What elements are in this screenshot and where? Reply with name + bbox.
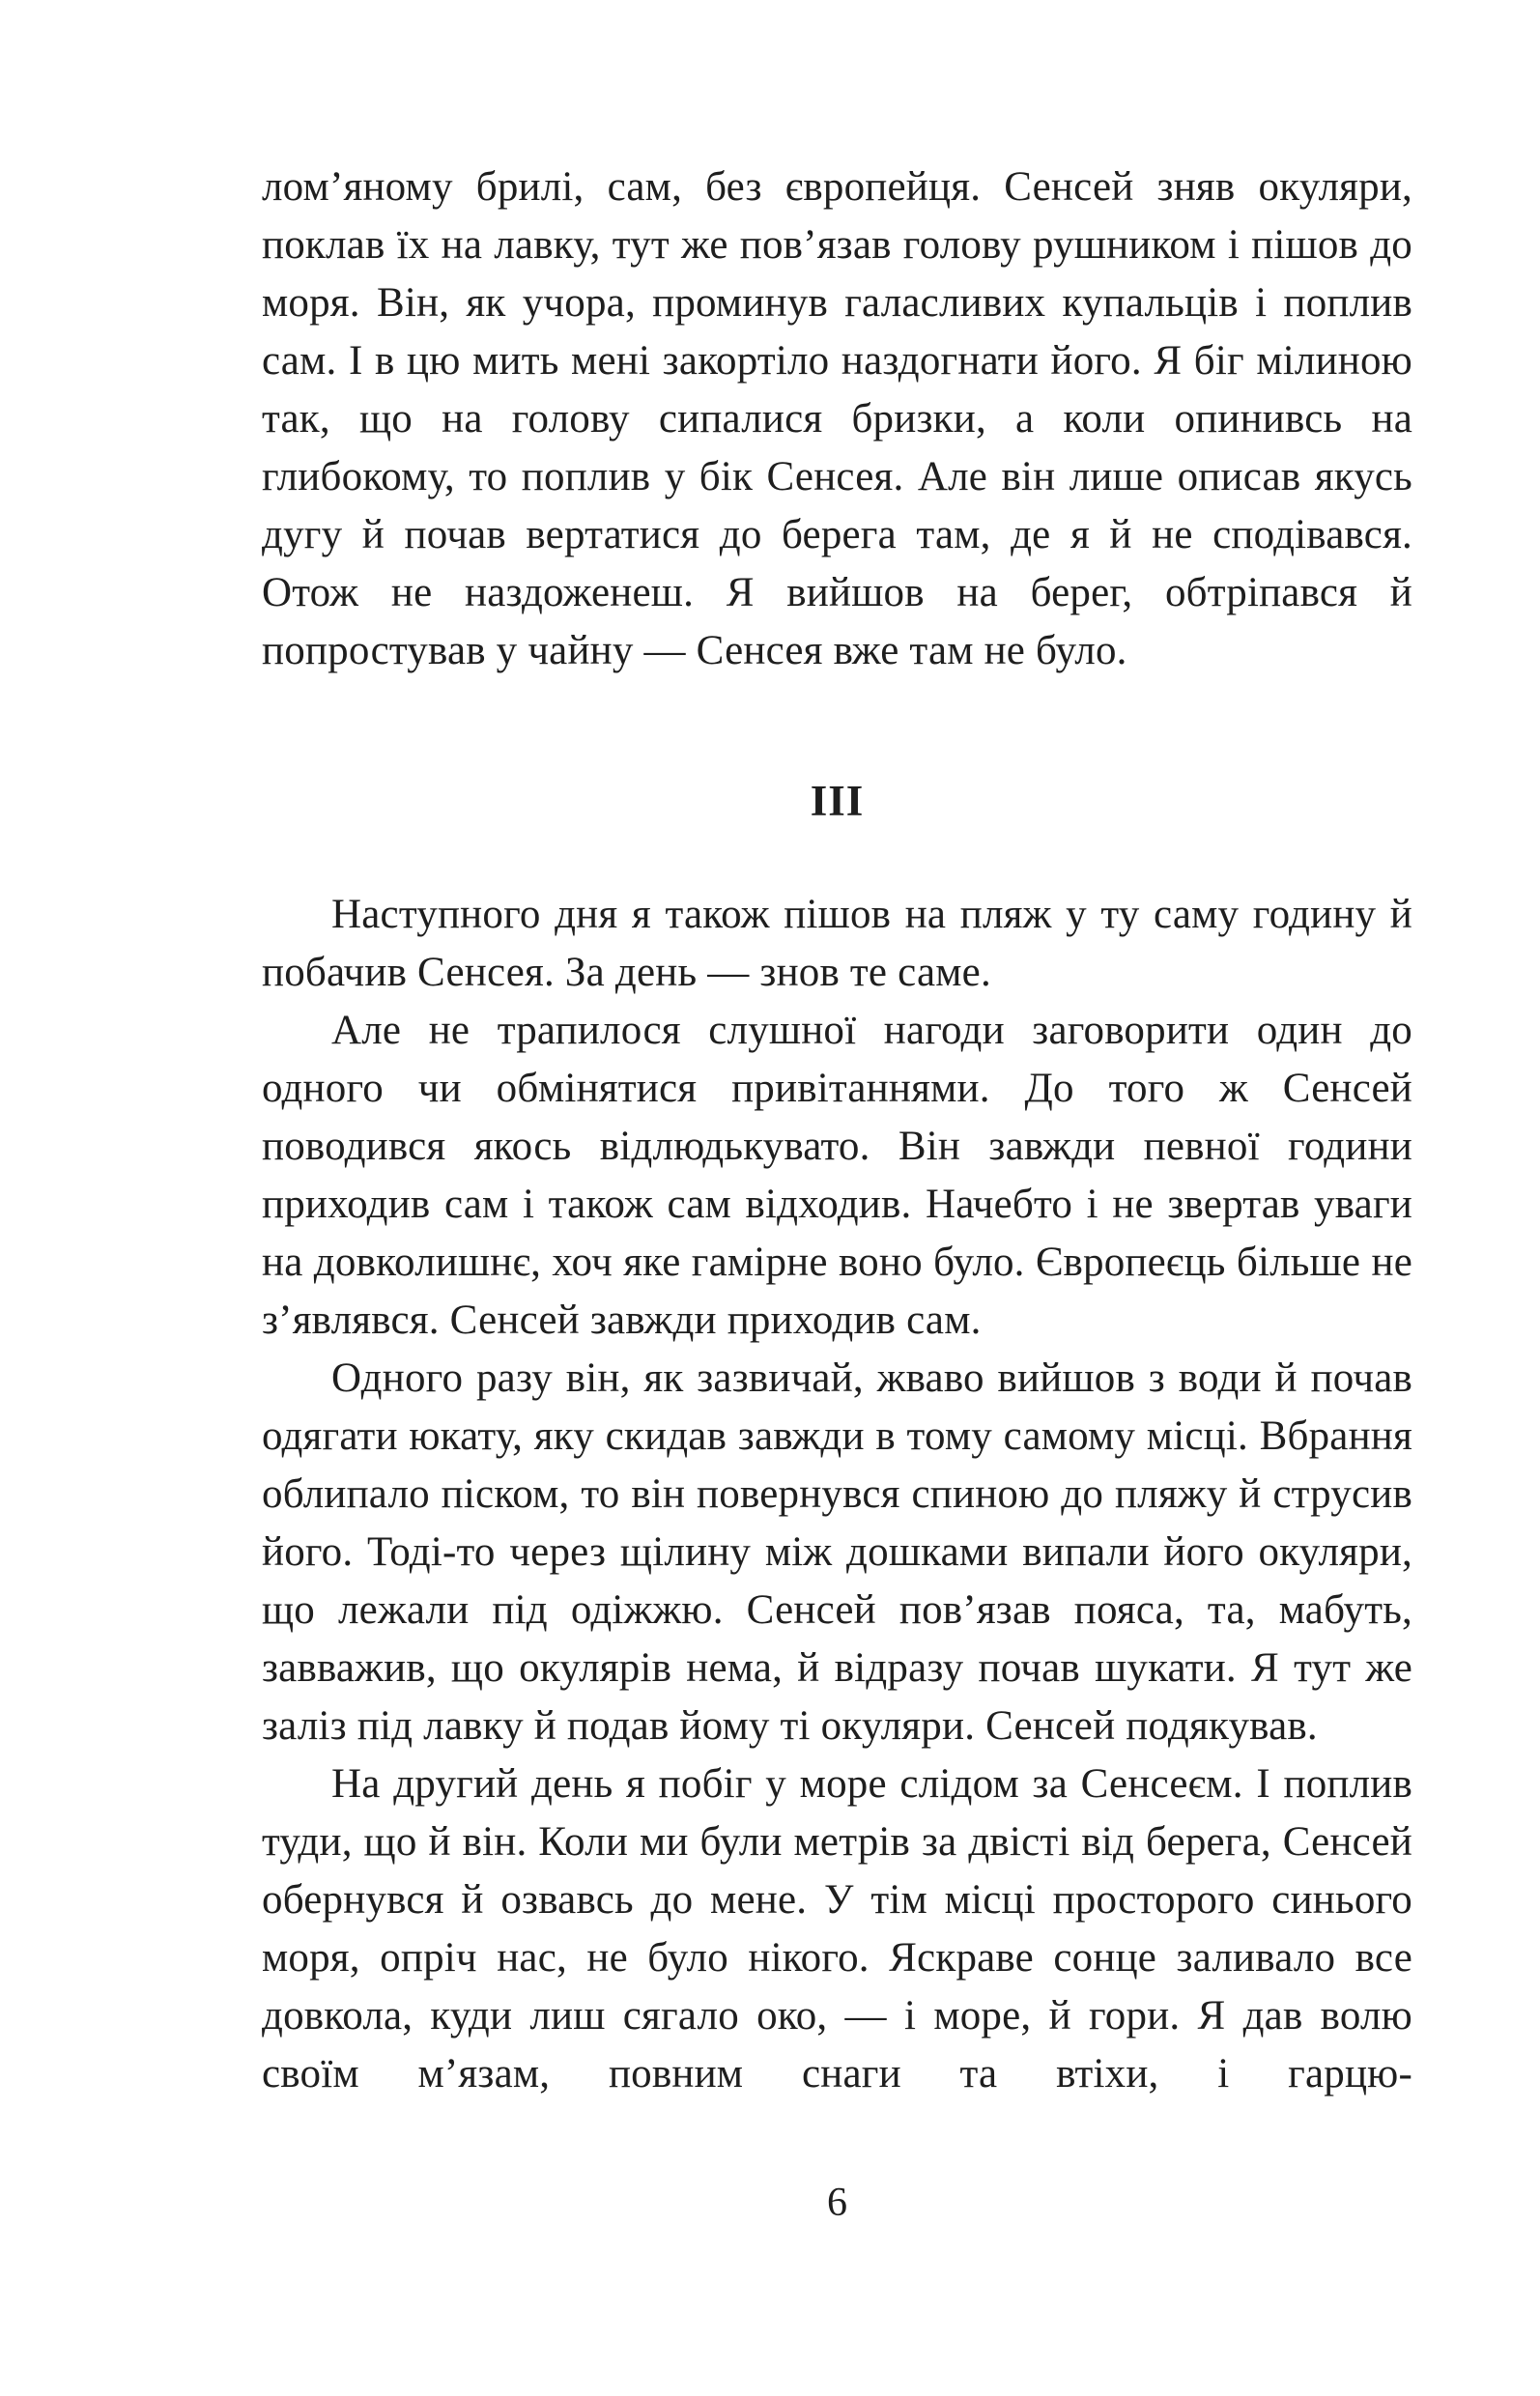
paragraph: Одного разу він, як зазвичай, жваво вийшов з води й почав одягати юкату, яку скидав завжди в тому самому місці. Вбрання облипало піском, то він повернувся спиною до пляжу й струсив його. Тоді-то через щілину між дошками випали його окуляри, що лежали під одіжжю. Сенсей пов’язав пояса, та, мабуть, завважив, що окулярів нема, й відразу почав шукати. Я тут же заліз під лавку й подав йому ті окуляри. Сенсей подякував. [262,1355,1412,1749]
paragraph: На другий день я побіг у море слідом за Сенсеєм. І поплив туди, що й він. Коли ми були метрів за двісті від берега, Сенсей обернувся й озвавсь до мене. У тім місці просторого синього моря, опріч нас, не було нікого. Яскраве сонце заливало все довкола, куди лиш сягало око, — і море, й гори. Я дав волю своїм м’язам, повним снаги та втіхи, і гарцю- [262,1761,1412,2096]
chapter-heading: III [810,777,865,825]
text-block [262,158,1412,2103]
paragraph-continuation: лом’яному брилі, сам, без європейця. Сенсей зняв окуляри, поклав їх на лавку, тут же пов’язав голову рушником і пішов до моря. Він, як учора, проминув галасливих купальців і поплив сам. І в цю мить мені закортіло наздогнати його. Я біг мілиною так, що на голову сипалися бризки, а коли опинивсь на глибокому, то поплив у бік Сенсея. Але він лише описав якусь дугу й почав вертатися до берега там, де я й не сподівався. Отож не наздоженеш. Я вийшов на берег, обтріпався й попростував у чайну — Сенсея вже там не було. [262,164,1412,673]
paragraph: Наступного дня я також пішов на пляж у ту саму годину й побачив Сенсея. За день — знов те саме. [262,892,1412,995]
page-number: 6 [827,2181,847,2225]
paragraph: Але не трапилося слушної нагоди заговорити один до одного чи обмінятися привітаннями. До того ж Сенсей поводився якось відлюдькувато. Він завжди певної години приходив сам і також сам відходив. Начебто і не звертав уваги на довколишнє, хоч яке гамірне воно було. Європеєць більше не з’являвся. Сенсей завжди приходив сам. [262,1008,1412,1343]
